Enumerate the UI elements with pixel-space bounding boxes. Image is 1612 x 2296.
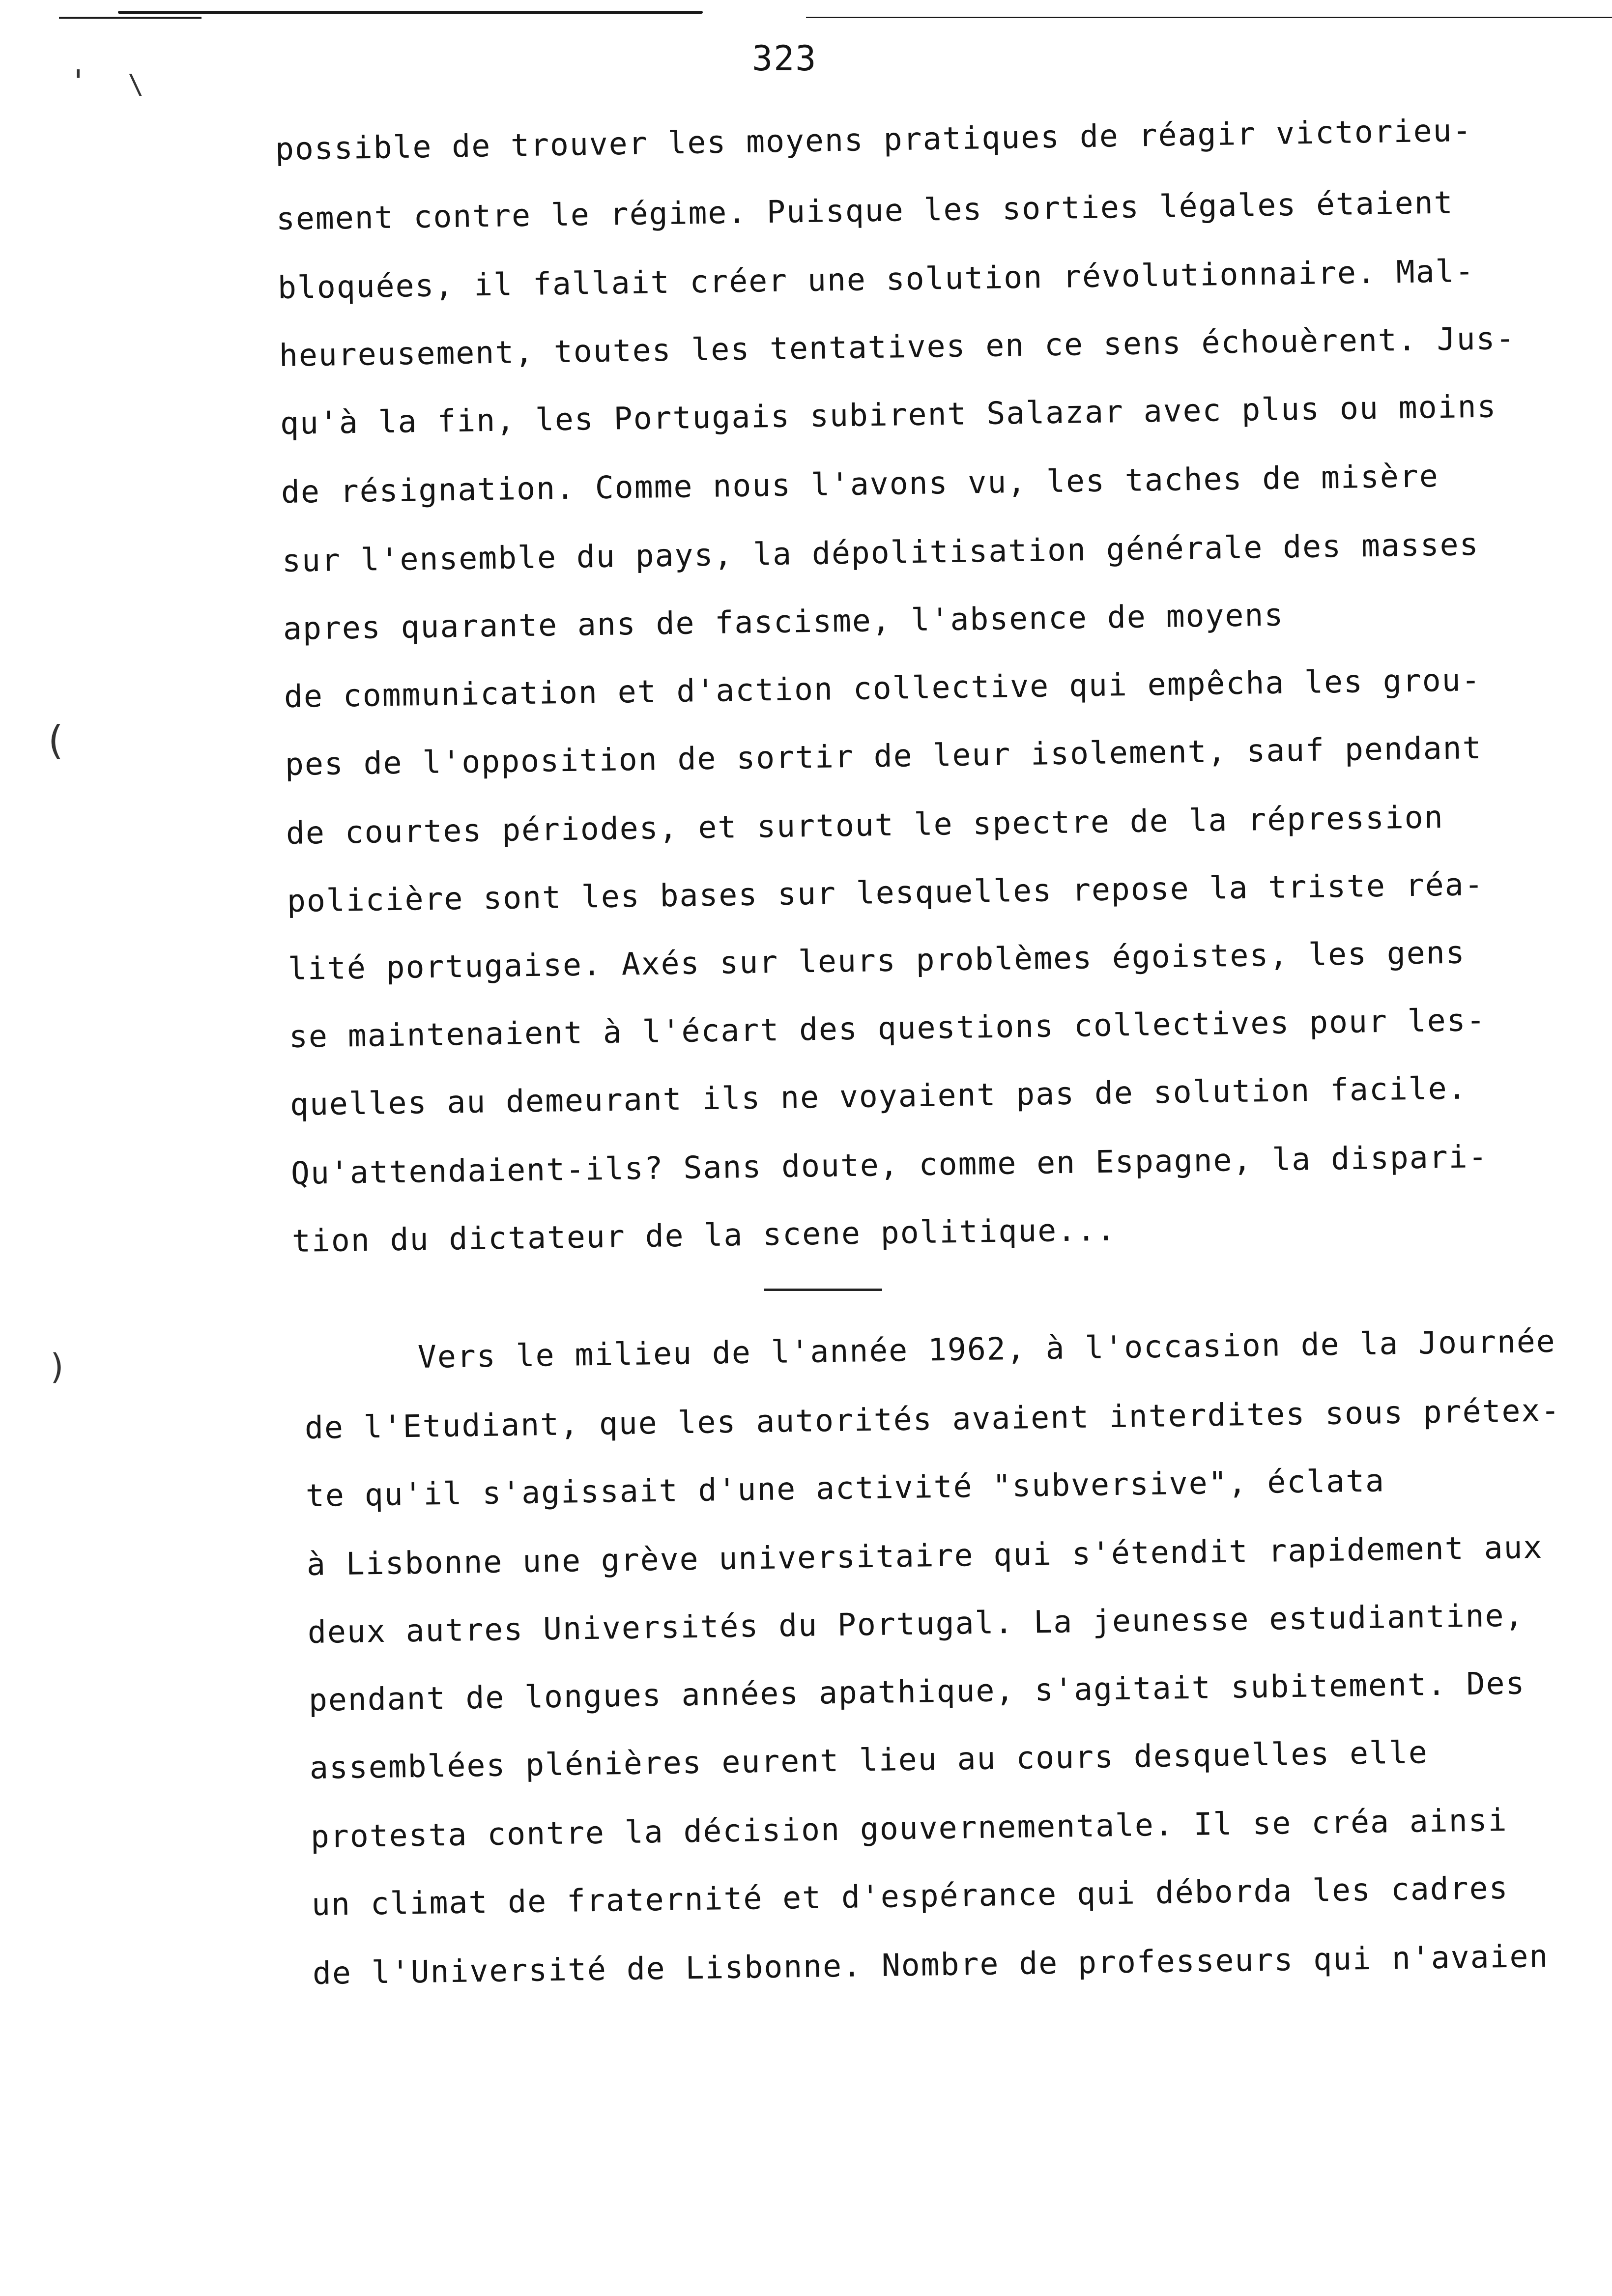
text-line: de courtes périodes, et surtout le spectre de la répression bbox=[286, 799, 1444, 851]
scan-mark: ' bbox=[69, 64, 88, 100]
text-line: sur l'ensemble du pays, la dépolitisation générale des masses bbox=[282, 526, 1479, 579]
text-line: lité portugaise. Axés sur leurs problèmes égoistes, les gens bbox=[288, 934, 1466, 987]
section-separator bbox=[764, 1289, 882, 1291]
top-edge-rule bbox=[118, 11, 703, 14]
top-edge-rule bbox=[806, 17, 1612, 18]
text-line: te qu'il s'agissait d'une activité "subversive", éclata bbox=[305, 1463, 1385, 1514]
text-line: de l'Université de Lisbonne. Nombre de professeurs qui n'avaien bbox=[312, 1938, 1549, 1991]
text-line: protesta contre la décision gouvernementale. Il se créa ainsi bbox=[310, 1802, 1508, 1855]
text-line: qu'à la fin, les Portugais subirent Salazar avec plus ou moins bbox=[280, 388, 1497, 441]
text-line: à Lisbonne une grève universitaire qui s'étendit rapidement aux bbox=[306, 1529, 1543, 1582]
text-line: Vers le milieu de l'année 1962, à l'occasion de la Journée bbox=[417, 1323, 1556, 1375]
scan-mark: \ bbox=[128, 69, 144, 100]
text-line: bloquées, il fallait créer une solution révolutionnaire. Mal- bbox=[277, 253, 1475, 306]
scan-mark: ) bbox=[47, 1347, 68, 1387]
text-line: tion du dictateur de la scene politique... bbox=[291, 1211, 1117, 1259]
text-line: Qu'attendaient-ils? Sans doute, comme en Espagne, la dispari- bbox=[290, 1138, 1488, 1191]
text-line: pes de l'opposition de sortir de leur isolement, sauf pendant bbox=[285, 729, 1482, 782]
text-line: heureusement, toutes les tentatives en ce sens échouèrent. Jus- bbox=[279, 320, 1516, 373]
text-line: apres quarante ans de fascisme, l'absence de moyens bbox=[283, 597, 1284, 647]
scan-mark: ( bbox=[43, 718, 67, 763]
text-line: se maintenaient à l'écart des questions collectives pour les- bbox=[288, 1002, 1486, 1055]
text-line: de communication et d'action collective qui empêcha les grou- bbox=[284, 661, 1481, 715]
text-line: un climat de fraternité et d'espérance qui déborda les cadres bbox=[311, 1869, 1509, 1923]
page-number: 323 bbox=[752, 38, 817, 79]
text-line: policière sont les bases sur lesquelles repose la triste réa- bbox=[287, 866, 1484, 919]
text-line: de l'Etudiant, que les autorités avaient interdites sous prétex- bbox=[304, 1392, 1561, 1446]
text-line: pendant de longues années apathique, s'agitait subitement. Des bbox=[308, 1665, 1526, 1718]
top-edge-rule bbox=[59, 17, 202, 19]
text-line: sement contre le régime. Puisque les sorties légales étaient bbox=[276, 184, 1454, 237]
text-line: deux autres Universités du Portugal. La jeunesse estudiantine, bbox=[307, 1597, 1525, 1650]
text-line: assemblées plénières eurent lieu au cours desquelles elle bbox=[309, 1734, 1429, 1786]
text-line: de résignation. Comme nous l'avons vu, les taches de misère bbox=[281, 458, 1439, 510]
text-line: quelles au demeurant ils ne voyaient pas de solution facile. bbox=[289, 1070, 1468, 1122]
text-line: possible de trouver les moyens pratiques de réagir victorieu- bbox=[275, 112, 1472, 167]
